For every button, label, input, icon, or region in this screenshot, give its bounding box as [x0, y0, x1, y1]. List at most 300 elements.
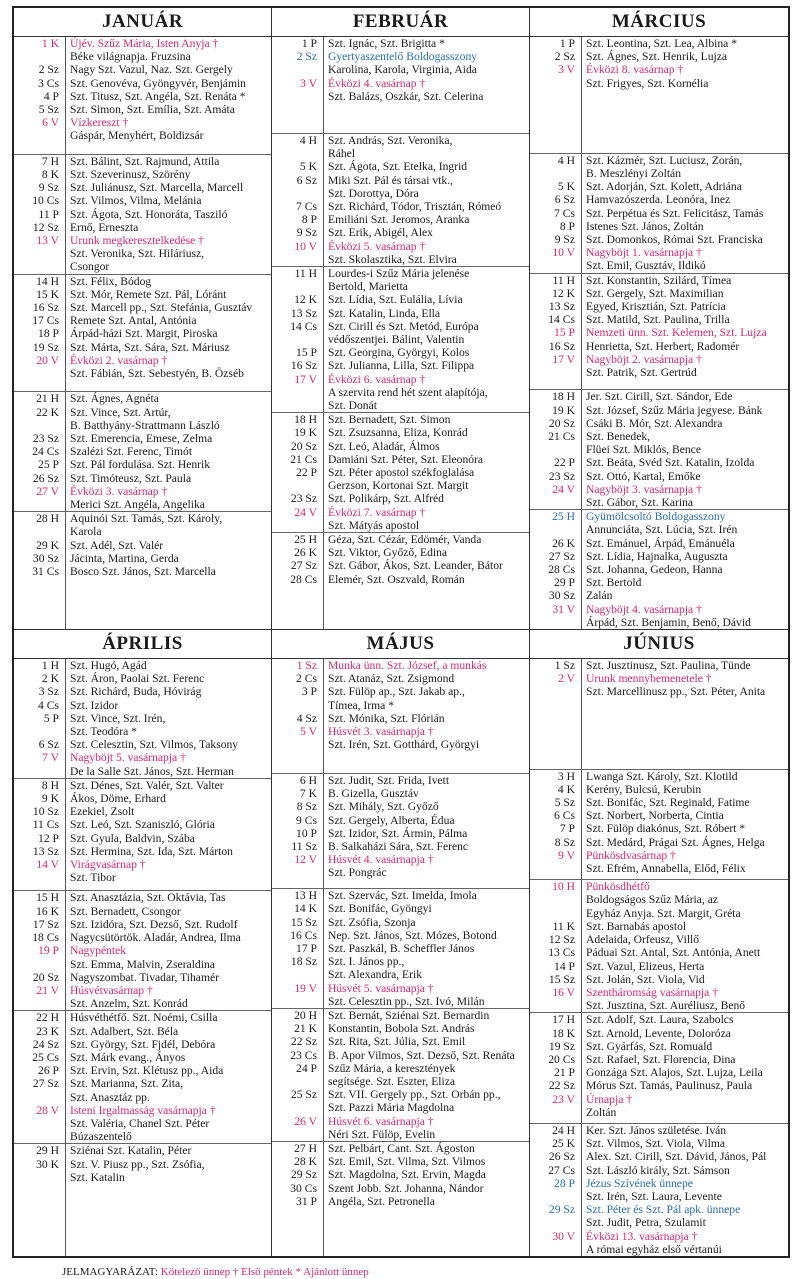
- day-label: 18 H: [294, 413, 317, 427]
- day-label: 27 H: [294, 1141, 317, 1155]
- day-label: 1 Sz: [554, 659, 575, 672]
- day-names: Búzaszentelő: [70, 1130, 132, 1144]
- week-block: [14, 512, 271, 629]
- week-block: [14, 37, 271, 155]
- names-column: [66, 1011, 271, 1143]
- day-names: Szt. Péter és Szt. Pál apk. ünnepe: [586, 1203, 741, 1217]
- day-label: 4 K: [557, 782, 575, 796]
- day-label: 8 P: [559, 219, 575, 233]
- day-label: 2 Sz: [38, 63, 59, 77]
- day-names: Szt. Perpétua és Szt. Felicitász, Tamás: [586, 206, 764, 220]
- day-names: Szt. Rafael, Szt. Florencia, Dina: [586, 1052, 736, 1066]
- names-column: [582, 37, 788, 153]
- names-column: [66, 891, 271, 1010]
- day-names: Évközi 7. vasárnap †: [328, 505, 426, 519]
- week-block: [272, 37, 529, 134]
- day-names: Szt. Cirill és Szt. Metód, Európa: [328, 319, 479, 333]
- day-names: Szt. Celesztin pp., Szt. Ivó, Milán: [328, 994, 485, 1008]
- day-names: Szt. VII. Gergely pp., Szt. Orbán pp.,: [328, 1088, 501, 1102]
- day-label: 4 Sz: [296, 711, 317, 725]
- day-label: 20 Sz: [290, 439, 317, 453]
- day-names: Szt. Adalbert, Szt. Béla: [70, 1024, 179, 1038]
- day-label: 29 Sz: [290, 1168, 317, 1182]
- day-names: Henrietta, Szt. Herbert, Radomér: [586, 339, 740, 353]
- day-label: [14, 50, 59, 63]
- day-names: Szt. Gábor, Szt. Karina: [586, 495, 694, 509]
- day-label: 24 Sz: [32, 1037, 59, 1051]
- day-label: 4 P: [43, 89, 59, 103]
- day-names: Sziénai Szt. Katalin, Péter: [70, 1144, 192, 1158]
- day-names: Szt. Konstantin, Szilárd, Tímea: [586, 273, 732, 287]
- day-label: [530, 496, 575, 509]
- day-label: 18 P: [38, 327, 59, 341]
- day-label: 19 Sz: [32, 340, 59, 354]
- date-column: [272, 37, 324, 133]
- day-names: Szt. Pongrác: [328, 866, 387, 880]
- day-names: Szt. Gyárfás, Szt. Romuald: [586, 1039, 713, 1053]
- week-block: [14, 1144, 271, 1256]
- day-label: 26 Sz: [548, 1150, 575, 1164]
- day-label: [14, 367, 59, 380]
- date-column: [14, 37, 66, 154]
- day-names: Szt. András, Szt. Veronika,: [328, 133, 453, 147]
- day-label: 26 K: [294, 546, 317, 560]
- day-names: Nagyböjt 1. vasárnapja †: [586, 246, 702, 260]
- day-label: 16 K: [36, 904, 59, 918]
- day-label: 7 Cs: [554, 206, 575, 220]
- day-names: Szt. Kázmér, Szt. Luciusz, Zorán,: [586, 153, 743, 167]
- day-names: Ker. Szt. János születése. Iván: [586, 1123, 727, 1137]
- month-title: MÁJUS: [272, 630, 529, 659]
- day-names: védőszentjei. Bálint, Valentin: [328, 333, 465, 346]
- day-label: 21 P: [554, 1066, 575, 1080]
- day-label: 23 Cs: [290, 1048, 317, 1062]
- names-column: [324, 1009, 529, 1141]
- day-label: 8 H: [41, 778, 59, 792]
- day-names: Szt. Efrém, Annabella, Előd, Félix: [586, 862, 746, 876]
- day-names: Nagyböjt 5. vasárnapja †: [70, 751, 186, 765]
- day-names: Szt. György, Szt. Fjdél, Debóra: [70, 1037, 216, 1051]
- day-names: B. Salkaházi Sára, Szt. Ferenc: [328, 840, 469, 854]
- date-column: [272, 413, 324, 532]
- day-label: 23 K: [36, 1024, 59, 1038]
- day-label: 6 H: [299, 774, 317, 788]
- day-label: 10 H: [552, 880, 575, 894]
- day-label: 25 Sz: [290, 1088, 317, 1102]
- day-label: 9 Sz: [296, 226, 317, 240]
- day-label: 24 V: [294, 505, 317, 519]
- day-names: Miki Szt. Pál és társai vtk.,: [328, 173, 453, 187]
- day-names: Szt. Genovéva, Gyöngyvér, Benjámin: [70, 76, 246, 90]
- day-names: Virágvasárnap †: [70, 858, 146, 872]
- day-label: 21 Cs: [290, 452, 317, 466]
- day-names: Konstantin, Bobola Szt. András: [328, 1022, 475, 1036]
- day-label: 5 Sz: [38, 103, 59, 117]
- week-block: [530, 1013, 788, 1124]
- day-names: Nagypéntek: [70, 944, 127, 958]
- day-names: Munka ünn. Szt. József, a munkás: [328, 659, 487, 672]
- day-label: 16 V: [552, 985, 575, 999]
- day-names: Szt. Vazul, Elizeus, Herta: [586, 959, 705, 973]
- day-names: B. Meszlényi Zoltán: [586, 166, 681, 180]
- day-names: Szt. Adorján, Szt. Kolett, Adriána: [586, 180, 742, 194]
- day-names: Bosco Szt. János, Szt. Marcella: [70, 565, 216, 579]
- day-label: 24 Cs: [32, 445, 59, 459]
- day-names: Szt. Simon, Szt. Emília, Szt. Amáta: [70, 103, 235, 117]
- day-label: 18 H: [552, 390, 575, 404]
- day-names: Adelaida, Orfeusz, Villő: [586, 933, 700, 947]
- day-label: 7 Cs: [296, 199, 317, 213]
- day-label: 7 P: [559, 822, 575, 836]
- day-label: 27 Sz: [548, 549, 575, 563]
- day-label: [272, 479, 317, 492]
- day-label: [272, 519, 317, 532]
- week-block: [272, 1142, 529, 1256]
- week-block: [530, 1124, 788, 1256]
- day-label: [272, 90, 317, 103]
- week-block: [530, 37, 788, 154]
- day-names: Szt. Veronika, Szt. Hiláriusz,: [70, 247, 205, 261]
- calendar-grid: [12, 6, 790, 1258]
- day-label: 14 Cs: [290, 319, 317, 333]
- day-names: Szt. Izidóra, Szt. Dezső, Szt. Rudolf: [70, 917, 238, 931]
- day-label: 26 V: [294, 1114, 317, 1128]
- day-names: Lwanga Szt. Károly, Szt. Klotild: [586, 769, 738, 783]
- day-label: 2 Cs: [296, 672, 317, 686]
- week-block: [14, 891, 271, 1011]
- day-names: Ákos, Döme, Erhard: [70, 792, 166, 806]
- day-names: Szt. Vilmos, Vilma, Melánia: [70, 194, 202, 208]
- names-column: [324, 1142, 529, 1256]
- day-names: Szt. Bonifác, Gyöngyi: [328, 902, 432, 916]
- date-column: [272, 267, 324, 412]
- day-names: Szt. Bernát, Sziénai Szt. Bernardin: [328, 1008, 490, 1022]
- day-names: Szt. Gergely, Alberta, Édua: [328, 813, 455, 827]
- legend: [62, 1266, 369, 1278]
- day-names: Karola: [70, 525, 102, 539]
- day-label: [272, 386, 317, 399]
- day-label: [530, 443, 575, 456]
- day-names: Húsvét 6. vasárnapja †: [328, 1114, 434, 1128]
- day-label: 29 K: [36, 538, 59, 552]
- day-names: Gáspár, Menyhért, Boldizsár: [70, 129, 204, 143]
- day-names: Szt. Valéria, Chanel Szt. Péter: [70, 1116, 210, 1130]
- day-label: 23 Sz: [548, 469, 575, 483]
- day-label: [14, 725, 59, 738]
- date-column: [272, 889, 324, 1008]
- day-label: 27 Sz: [32, 1077, 59, 1091]
- day-names: De la Salle Szt. János, Szt. Herman: [70, 764, 234, 778]
- day-label: 19 K: [552, 403, 575, 417]
- names-column: [582, 154, 788, 273]
- day-names: Nep. Szt. János, Szt. Mózes, Botond: [328, 928, 497, 942]
- month-title: JANUÁR: [14, 8, 271, 37]
- day-names: Szt. Áron, Paolai Szt. Ferenc: [70, 672, 205, 686]
- day-label: 15 Sz: [548, 972, 575, 986]
- month-2: [530, 8, 788, 630]
- day-label: 15 P: [296, 346, 317, 360]
- day-names: Szt. Arnold, Levente, Doloróza: [586, 1026, 731, 1040]
- day-names: Szt. Leó, Szt. Szaniszló, Glória: [70, 818, 215, 832]
- date-column: [14, 779, 66, 891]
- day-names: Elemér, Szt. Oszvald, Román: [328, 572, 465, 586]
- day-names: Szt. Marianna, Szt. Zita,: [70, 1077, 184, 1091]
- day-names: Szt. Hugó, Agád: [70, 659, 147, 672]
- names-column: [582, 659, 788, 769]
- day-names: Isteni Irgalmasság vasárnapja †: [70, 1103, 216, 1117]
- names-column: [324, 659, 529, 773]
- month-title: FEBRUÁR: [272, 8, 529, 37]
- day-label: 15 Sz: [290, 915, 317, 929]
- names-column: [66, 512, 271, 629]
- day-names: Szt. Ervin, Szt. Klétusz pp., Aida: [70, 1064, 224, 1078]
- day-names: Szt. Bertold: [586, 576, 642, 590]
- day-names: Szt. Erik, Abigél, Alex: [328, 226, 433, 240]
- day-label: 22 Sz: [548, 1079, 575, 1093]
- day-label: 26 K: [552, 536, 575, 550]
- day-label: [272, 187, 317, 200]
- day-names: B. Apor Vilmos, Szt. Dezső, Szt. Renáta: [328, 1048, 515, 1062]
- day-label: [272, 866, 317, 879]
- day-label: [272, 1128, 317, 1141]
- day-names: Szt. Gábor, Ákos, Szt. Leander, Bátor: [328, 559, 503, 573]
- day-names: Aquinói Szt. Tamás, Szt. Károly,: [70, 512, 223, 526]
- date-column: [14, 392, 66, 511]
- day-label: 19 Sz: [548, 1039, 575, 1053]
- day-label: 5 Sz: [554, 796, 575, 810]
- day-label: [530, 1243, 575, 1256]
- day-label: [272, 1101, 317, 1114]
- day-names: Egyed, Krisztián, Szt. Patrícia: [586, 300, 726, 313]
- names-column: [324, 267, 529, 412]
- day-names: A szervita rend hét szent alapítója,: [328, 385, 488, 399]
- week-block: [530, 274, 788, 391]
- day-label: 1 P: [301, 37, 317, 50]
- day-names: Szt. Adolf, Szt. Laura, Szabolcs: [586, 1013, 734, 1027]
- day-label: 14 P: [554, 959, 575, 973]
- day-label: [272, 280, 317, 293]
- day-names: Évközi 2. vasárnap †: [70, 353, 168, 367]
- day-label: 16 Sz: [290, 359, 317, 373]
- day-names: Szt. Ágota, Szt. Etelka, Ingrid: [328, 160, 468, 174]
- month-title: MÁRCIUS: [530, 8, 788, 37]
- week-block: [272, 267, 529, 413]
- day-label: 28 Cs: [548, 563, 575, 576]
- date-column: [530, 274, 582, 390]
- day-label: 30 Cs: [290, 1181, 317, 1195]
- names-column: [582, 274, 788, 390]
- day-names: Szalézi Szt. Ferenc, Timót: [70, 445, 193, 459]
- day-names: Nagyböjt 4. vasárnapja †: [586, 602, 702, 616]
- day-label: 12 K: [294, 293, 317, 307]
- day-names: Csongor: [70, 260, 110, 274]
- day-label: 27 Cs: [548, 1163, 575, 1177]
- names-column: [582, 1013, 788, 1123]
- week-block: [530, 659, 788, 770]
- day-label: 1 Sz: [296, 659, 317, 672]
- day-label: [530, 259, 575, 272]
- day-label: 24 H: [552, 1123, 575, 1137]
- day-names: Lourdes-i Szűz Mária jelenése: [328, 266, 470, 280]
- day-names: Szt. Katalin, Linda, Ella: [328, 306, 441, 320]
- names-column: [324, 889, 529, 1008]
- day-label: 25 P: [38, 458, 59, 472]
- day-label: 13 Sz: [290, 306, 317, 320]
- day-names: Nagy Szt. Vazul, Naz. Szt. Gergely: [70, 63, 233, 77]
- day-names: Szt. Bálint, Szt. Rajmund, Attila: [70, 154, 220, 168]
- day-label: 16 Sz: [32, 301, 59, 315]
- day-names: Szt. Lídia, Szt. Eulália, Lívia: [328, 293, 463, 307]
- day-names: Szt. Lídia, Hajnalka, Auguszta: [586, 549, 728, 563]
- day-names: Szt. Zsuzsanna, Eliza, Konrád: [328, 426, 468, 440]
- day-label: 13 Sz: [32, 844, 59, 858]
- day-names: Szt. Johanna, Gedeon, Hanna: [586, 563, 723, 576]
- day-names: Szt. V. Piusz pp., Szt. Zsófia,: [70, 1157, 205, 1171]
- day-names: Szt. Szervác, Szt. Imelda, Imola: [328, 889, 477, 903]
- day-names: segítsége. Szt. Eszter, Eliza: [328, 1074, 456, 1088]
- day-names: Szt. Richárd, Tódor, Trisztán, Rómeó: [328, 199, 502, 213]
- day-label: 5 K: [557, 180, 575, 194]
- day-names: Gonzága Szt. Alajos, Szt. Lujza, Leila: [586, 1066, 763, 1080]
- day-names: Szt. Ágota, Szt. Honoráta, Tasziló: [70, 207, 228, 221]
- day-names: Gyertyaszentelő Boldogasszony: [328, 50, 478, 64]
- day-names: Szt. Dorottya, Dóra: [328, 186, 419, 200]
- day-label: 9 Sz: [554, 232, 575, 246]
- day-names: Nagyszombat. Tivadar, Tihamér: [70, 970, 219, 984]
- day-label: 21 K: [294, 1022, 317, 1036]
- day-names: Emiliáni Szt. Jeromos, Aranka: [328, 213, 470, 227]
- day-names: Szt. Mihály, Szt. Győző: [328, 800, 439, 814]
- day-label: 22 K: [36, 405, 59, 419]
- month-4: [272, 630, 530, 1256]
- month-title: ÁPRILIS: [14, 630, 271, 659]
- day-label: [530, 685, 575, 698]
- day-label: 9 V: [558, 848, 575, 862]
- day-names: Gerzson, Kortonai Szt. Margit: [328, 479, 469, 493]
- day-label: 21 V: [36, 983, 59, 997]
- day-names: Szt. Skolasztika, Szt. Elvira: [328, 252, 457, 266]
- day-label: [14, 1171, 59, 1184]
- day-names: Szt. Teodóra *: [70, 725, 137, 739]
- day-names: Szt. Leó, Aladár, Álmos: [328, 439, 440, 453]
- day-label: 5 K: [299, 160, 317, 174]
- day-names: Urunk mennybemenetele †: [586, 672, 712, 686]
- day-label: 19 V: [294, 981, 317, 995]
- names-column: [66, 1144, 271, 1256]
- day-label: [14, 129, 59, 142]
- day-names: Vízkereszt †: [70, 116, 129, 130]
- day-names: Szt. Beáta, Svéd Szt. Katalin, Izolda: [586, 456, 755, 470]
- day-names: Szt. Vince, Szt. Artúr,: [70, 405, 171, 419]
- day-label: 28 V: [36, 1103, 59, 1117]
- day-label: 25 H: [294, 533, 317, 547]
- day-label: [14, 997, 59, 1010]
- legend-label: JELMAGYARÁZAT:: [62, 1266, 159, 1278]
- day-label: 12 Sz: [32, 220, 59, 234]
- week-block: [14, 275, 271, 393]
- week-block: [272, 134, 529, 267]
- day-label: 5 P: [43, 711, 59, 725]
- day-names: Szt. Judit, Petra, Szulamit: [586, 1216, 706, 1230]
- day-label: 22 P: [554, 456, 575, 470]
- names-column: [582, 390, 788, 509]
- day-names: Pünkösdvasárnap †: [586, 848, 676, 862]
- day-names: Szent Jobb. Szt. Johanna, Nándor: [328, 1181, 484, 1195]
- day-names: Szt. Medárd, Prágai Szt. Ágnes, Helga: [586, 835, 765, 849]
- day-names: Szt. Ágnes, Szt. Henrik, Lujza: [586, 50, 728, 64]
- day-label: 5 V: [300, 725, 317, 739]
- week-block: [14, 155, 271, 275]
- day-label: 15 P: [554, 326, 575, 340]
- day-label: 14 Cs: [548, 313, 575, 327]
- day-label: 13 Sz: [548, 300, 575, 313]
- day-label: 31 P: [296, 1194, 317, 1208]
- day-label: [530, 366, 575, 379]
- day-label: 6 Sz: [554, 193, 575, 207]
- day-label: 30 K: [36, 1157, 59, 1171]
- day-names: Szt. Izidor: [70, 698, 119, 712]
- day-names: Szt. Zsófia, Szonja: [328, 915, 416, 929]
- day-names: Szt. Fülöp diakónus, Szt. Róbert *: [586, 822, 746, 836]
- day-names: Szt. Frigyes, Szt. Kornélia: [586, 76, 709, 90]
- day-names: Szt. Mátyás apostol: [328, 518, 420, 532]
- day-label: 20 Cs: [548, 1052, 575, 1066]
- day-names: Szt. Fábián, Szt. Sebestyén, B. Özséb: [70, 367, 244, 381]
- day-names: Mórus Szt. Tamás, Paulinusz, Paula: [586, 1079, 753, 1093]
- day-label: [272, 333, 317, 346]
- day-names: Szt. Adél, Szt. Valér: [70, 538, 164, 552]
- day-names: Szt. I. János pp.,: [328, 955, 405, 969]
- day-names: Szt. Matild, Szt. Paulina, Trilla: [586, 313, 730, 327]
- day-names: Damiáni Szt. Péter, Szt. Eleonóra: [328, 452, 484, 466]
- day-label: 11 Cs: [32, 818, 59, 832]
- day-label: [14, 765, 59, 778]
- week-block: [272, 413, 529, 533]
- day-names: Szt. Julianna, Lilla, Szt. Filippa: [328, 359, 475, 373]
- day-label: 25 K: [552, 1137, 575, 1151]
- day-names: B. Batthyány-Strattmann László: [70, 418, 220, 432]
- day-names: Boldogságos Szűz Mária, az: [586, 893, 719, 907]
- day-names: Évközi 5. vasárnap †: [328, 239, 426, 253]
- day-label: [272, 968, 317, 981]
- day-label: 30 V: [552, 1229, 575, 1243]
- day-names: Szt. Mónika, Szt. Flórián: [328, 711, 445, 725]
- date-column: [530, 770, 582, 880]
- day-label: 18 K: [552, 1026, 575, 1040]
- date-column: [272, 659, 324, 773]
- day-names: Merici Szt. Angéla, Angelika: [70, 498, 205, 512]
- day-label: 28 H: [36, 512, 59, 526]
- day-label: 6 Sz: [296, 173, 317, 187]
- day-names: Gyümölcsoltó Boldogasszony: [586, 510, 726, 524]
- day-names: Szt. Bernadett, Csongor: [70, 904, 181, 918]
- date-column: [14, 1011, 66, 1143]
- day-label: 20 H: [294, 1008, 317, 1022]
- day-names: Évközi 4. vasárnap †: [328, 76, 426, 90]
- day-label: 2 K: [41, 672, 59, 686]
- day-names: Szt. Irén, Szt. Gotthárd, Györgyi: [328, 738, 480, 752]
- day-names: Bertold, Marietta: [328, 280, 408, 294]
- day-label: 2 V: [558, 672, 575, 686]
- day-names: Szt. Anzelm, Szt. Konrád: [70, 997, 188, 1011]
- date-column: [272, 1142, 324, 1256]
- day-names: Szt. Titusz, Szt. Angéla, Szt. Renáta *: [70, 89, 246, 103]
- date-column: [530, 880, 582, 1012]
- day-names: Szt. Juliánusz, Szt. Marcella, Marcell: [70, 181, 244, 195]
- date-column: [530, 154, 582, 273]
- day-label: 29 H: [36, 1144, 59, 1158]
- day-label: 31 Cs: [32, 565, 59, 579]
